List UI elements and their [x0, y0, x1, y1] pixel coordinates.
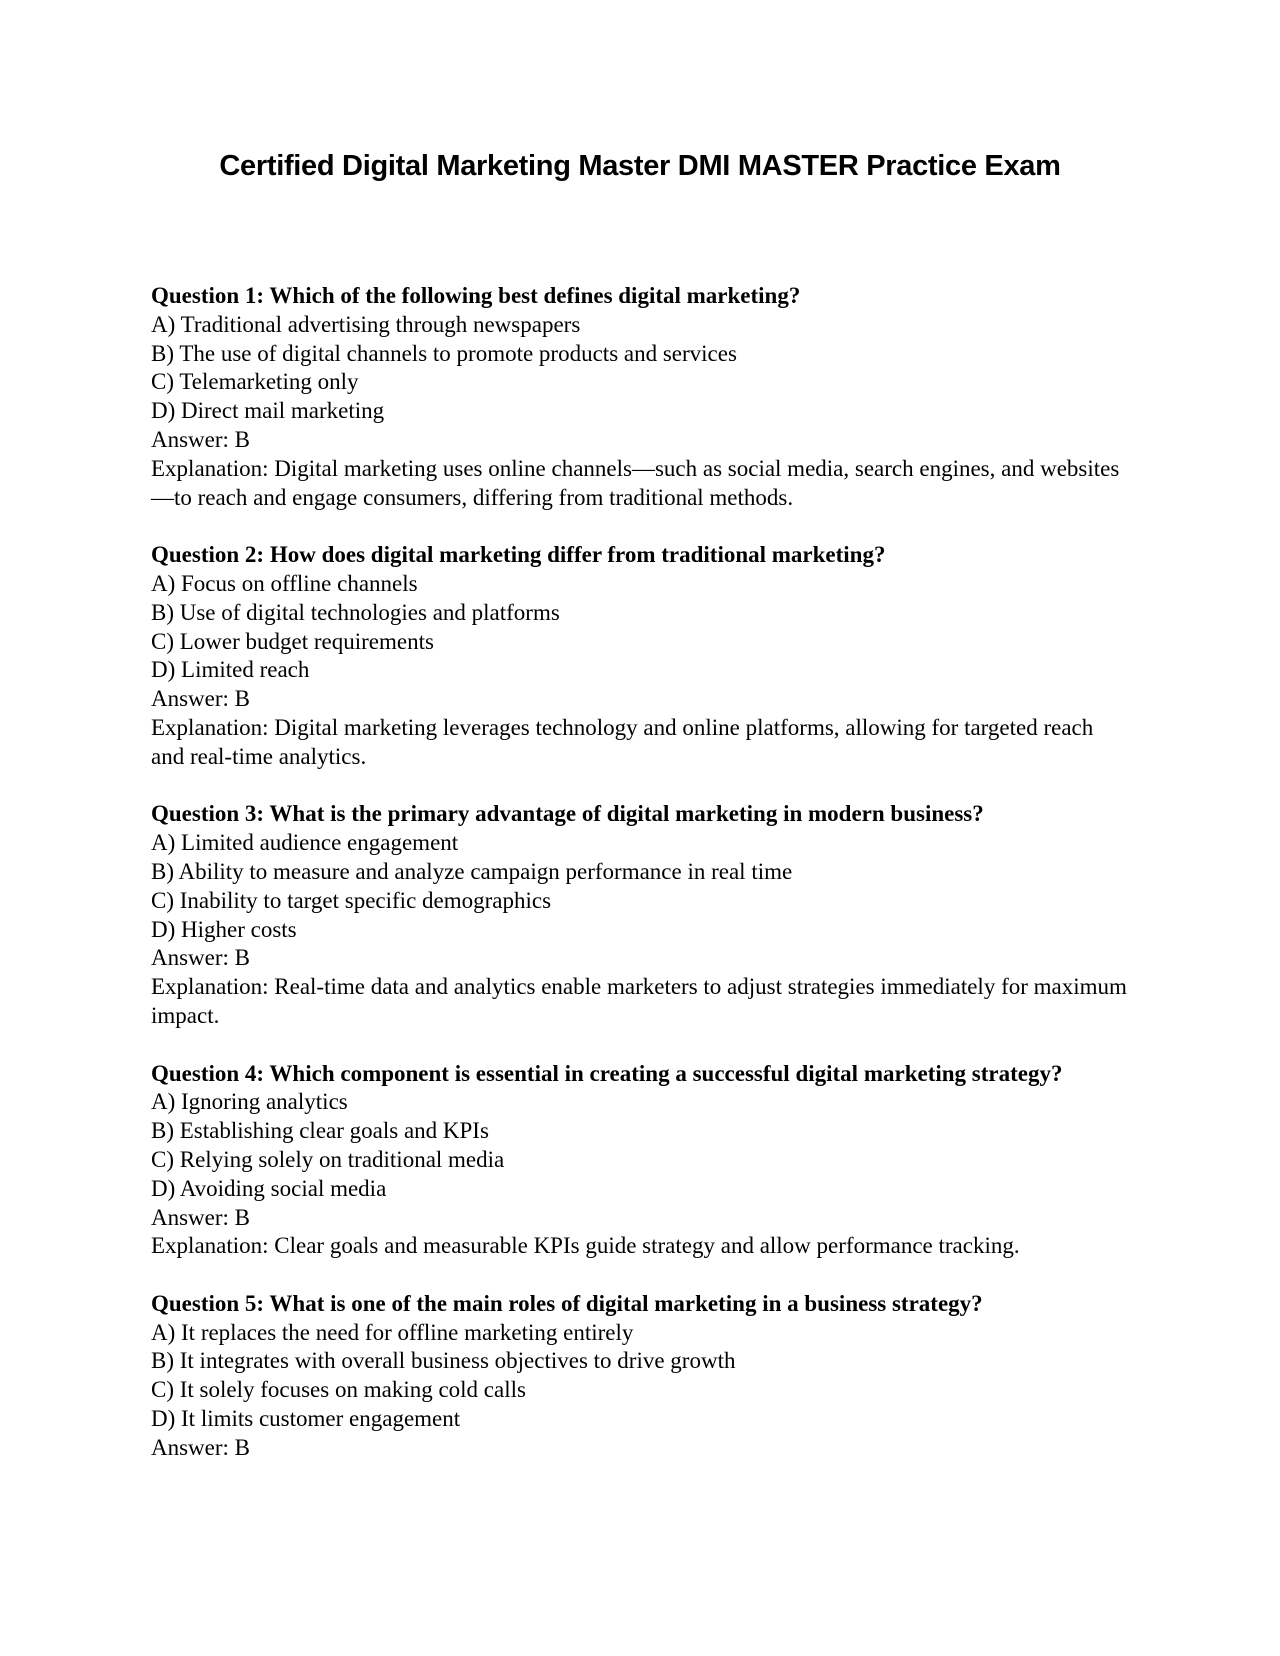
option-a: A) Focus on offline channels — [151, 570, 418, 596]
option-d: D) It limits customer engagement — [151, 1406, 461, 1432]
option-c: C) Inability to target specific demographics — [151, 887, 552, 913]
answer-text: Answer: B — [151, 1434, 251, 1460]
option-c: C) Relying solely on traditional media — [151, 1146, 505, 1172]
question-text: Question 1: Which of the following best defines digital marketing? — [151, 283, 801, 308]
question-list — [151, 282, 1131, 1491]
question-text: Question 3: What is the primary advantage of digital marketing in modern business? — [151, 801, 984, 827]
option-a: A) Limited audience engagement — [151, 830, 459, 856]
option-b: B) The use of digital channels to promote products and services — [151, 340, 737, 366]
option-c: C) It solely focuses on making cold calls — [151, 1377, 526, 1403]
option-d: D) Avoiding social media — [151, 1175, 387, 1201]
option-a: A) Traditional advertising through newspapers — [151, 311, 581, 337]
answer-text: Answer: B — [151, 1204, 251, 1230]
question-text: Question 4: Which component is essential in creating a successful digital marketing strategy? — [151, 1060, 1063, 1086]
option-a: A) Ignoring analytics — [151, 1089, 348, 1115]
option-b: B) It integrates with overall business objectives to drive growth — [151, 1348, 736, 1374]
question-block-2 — [151, 541, 1131, 771]
answer-text: Answer: B — [151, 426, 251, 452]
question-block-3 — [151, 800, 1131, 1030]
option-d: D) Higher costs — [151, 916, 297, 942]
question-block-5 — [151, 1290, 1131, 1463]
explanation-text: Explanation: Digital marketing leverages technology and online platforms, allowing for targeted reach and real-time analytics. — [151, 714, 1094, 769]
question-block-1 — [151, 282, 1131, 512]
page-title: Certified Digital Marketing Master DMI MASTER Practice Exam — [219, 150, 1061, 182]
question-text: Question 5: What is one of the main roles of digital marketing in a business strategy? — [151, 1290, 983, 1316]
option-d: D) Direct mail marketing — [151, 398, 385, 424]
option-b: B) Establishing clear goals and KPIs — [151, 1118, 489, 1144]
answer-text: Answer: B — [151, 945, 251, 971]
option-b: B) Use of digital technologies and platforms — [151, 599, 560, 625]
answer-text: Answer: B — [151, 686, 251, 712]
option-a: A) It replaces the need for offline marketing entirely — [151, 1319, 634, 1345]
option-b: B) Ability to measure and analyze campaign performance in real time — [151, 858, 793, 884]
question-text: Question 2: How does digital marketing differ from traditional marketing? — [151, 542, 886, 568]
option-c: C) Lower budget requirements — [151, 628, 434, 654]
explanation-text: Explanation: Real-time data and analytics enable marketers to adjust strategies immediately for maximum impact. — [151, 974, 1127, 1028]
explanation-text: Explanation: Digital marketing uses online channels—such as social media, search engines, and websites—to reach and engage consumers, differing from traditional methods. — [151, 455, 1120, 510]
question-block-4 — [151, 1060, 1131, 1262]
option-d: D) Limited reach — [151, 657, 310, 683]
option-c: C) Telemarketing only — [151, 369, 359, 395]
explanation-text: Explanation: Clear goals and measurable KPIs guide strategy and allow performance tracking. — [151, 1233, 1020, 1259]
